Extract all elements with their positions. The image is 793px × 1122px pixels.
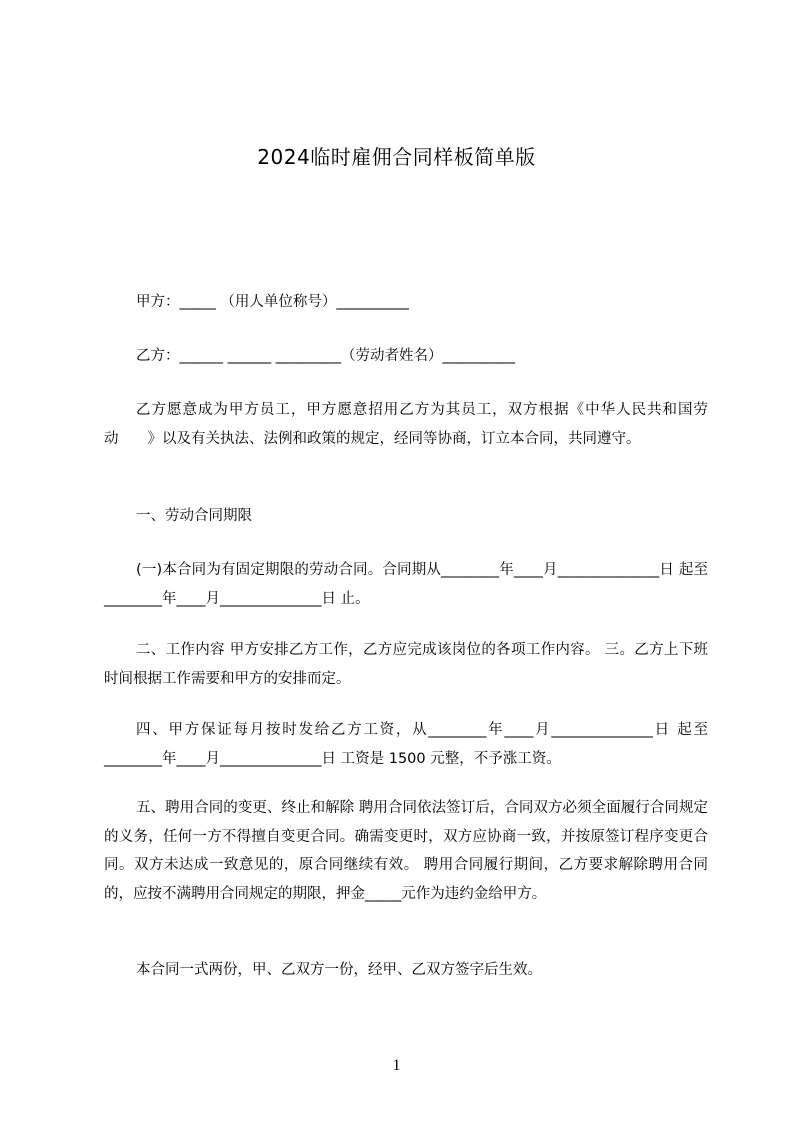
closing-paragraph: 本合同一式两份，甲、乙双方一份，经甲、乙双方签字后生效。 — [136, 962, 542, 978]
section1-paragraph: (一)本合同为有固定期限的劳动合同。合同期从________年____月______________日 起至________年____月______________日 止。 — [104, 562, 708, 607]
section2-paragraph: 二、工作内容 甲方安排乙方工作，乙方应完成该岗位的各项工作内容。 三。乙方上下班时间根据工作需要和甲方的安排而定。 — [104, 642, 708, 687]
party-a-line: 甲方：_____ （用人单位称号）__________ — [136, 294, 409, 310]
section4-paragraph: 四、甲方保证每月按时发给乙方工资，从________年____月______________日 起至________年____月______________日 工资是 1500 元整，不予涨工资。 — [104, 722, 708, 767]
page-number: 1 — [392, 1057, 401, 1074]
section1-heading: 一、劳动合同期限 — [136, 508, 252, 524]
party-b-line: 乙方：______ ______ _________（劳动者姓名）__________ — [136, 348, 515, 364]
section5-paragraph: 五、聘用合同的变更、终止和解除 聘用合同依法签订后，合同双方必须全面履行合同规定的义务，任何一方不得擅自变更合同。确需变更时，双方应协商一致，并按原签订程序变更合同。双方未达成一致意见的，原合同继续有效。 聘用合同履行期间，乙方要求解除聘用合同的，应按不满聘用合同规定的期限，押金_____元作为违约金给甲方。 — [104, 800, 708, 902]
document-title: 2024临时雇佣合同样板简单版 — [257, 145, 536, 169]
intro-paragraph: 乙方愿意成为甲方员工，甲方愿意招用乙方为其员工，双方根据《中华人民共和国劳动 》以及有关执法、法例和政策的规定，经同等协商，订立本合同，共同遵守。 — [104, 402, 708, 447]
